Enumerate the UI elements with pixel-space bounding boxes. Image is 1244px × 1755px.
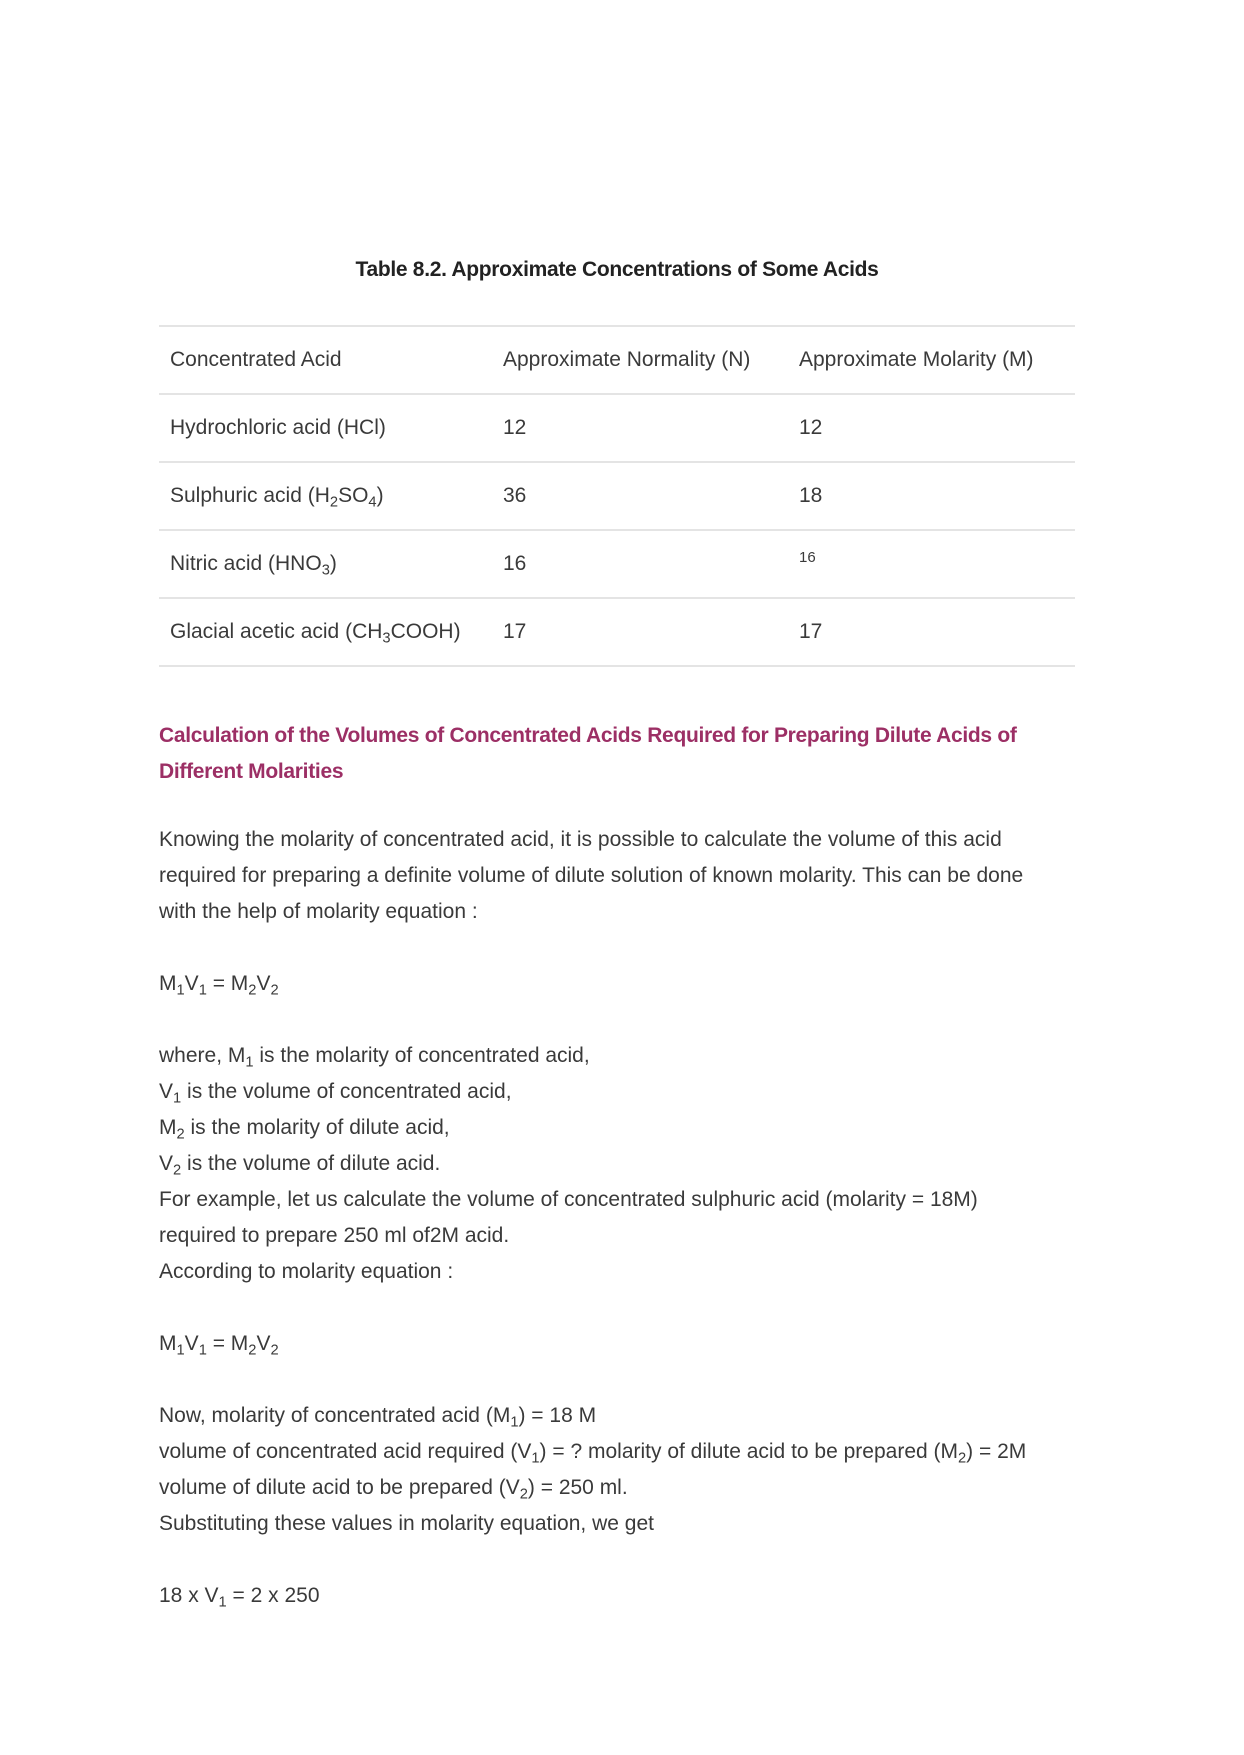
normality-value: 17 (492, 598, 788, 666)
table-row (159, 462, 1075, 530)
table-row (159, 394, 1075, 462)
definitions-paragraph: where, $M_1$ is the molarity of concentrated acid, $V_1$ is the volume of concentrated acid, $M_2$ is the molarity of dilute acid, $V_2$ is the volume of dilute acid. For example, let us calculate the volume of concentrated sulphuric acid (molarity = 18M) required to prepare 250 ml of2M acid. According to molarity equation : (159, 1044, 978, 1283)
table-header-row (159, 326, 1075, 394)
intro-paragraph: Knowing the molarity of concentrated acid, it is possible to calculate the volume of this acid required for preparing a definite volume of dilute solution of known molarity. This can be done with the help of molarity equation : (159, 828, 1024, 923)
molarity-value: 17 (788, 598, 1075, 666)
section-heading: Calculation of the Volumes of Concentrated Acids Required for Preparing Dilute Acids of Different Molarities (159, 724, 1017, 783)
acid-concentration-table (159, 325, 1075, 667)
acid-name: Hydrochloric acid (HCl) (159, 394, 492, 462)
acid-name: Sulphuric acid $(H_2SO_4)$ (159, 462, 492, 530)
calculation-line: 18 x $V_1 = 2$ x 250 (159, 1584, 320, 1611)
normality-value: 12 (492, 394, 788, 462)
values-paragraph: Now, molarity of concentrated acid $(M_1) = 18$ M volume of concentrated acid required $(V_1)$ = ? molarity of dilute acid to be prepared $(M_2) = 2M$ volume of dilute acid to be prepared $(V_2) = 250$ ml. Substituting these values in molarity equation, we get (159, 1404, 1027, 1535)
molarity-value: 12 (788, 394, 1075, 462)
table-row (159, 598, 1075, 666)
molarity-equation: $M_1V_1 = M_2V_2$ (159, 972, 279, 999)
acid-name: Nitric acid $(HNO_3)$ (159, 530, 492, 598)
normality-value: 36 (492, 462, 788, 530)
normality-value: 16 (492, 530, 788, 598)
table-row (159, 530, 1075, 598)
molarity-value: 18 (788, 462, 1075, 530)
header-molarity: Approximate Molarity (M) (788, 326, 1075, 394)
molarity-equation-repeat: $M_1V_1 = M_2V_2$ (159, 1332, 279, 1359)
acid-name: Glacial acetic acid $(CH_3COOH)$ (159, 598, 492, 666)
header-acid: Concentrated Acid (159, 326, 492, 394)
header-normality: Approximate Normality (N) (492, 326, 788, 394)
table-caption: Table 8.2. Approximate Concentrations of Some Acids (355, 258, 879, 281)
molarity-value: 16 (788, 530, 1075, 598)
